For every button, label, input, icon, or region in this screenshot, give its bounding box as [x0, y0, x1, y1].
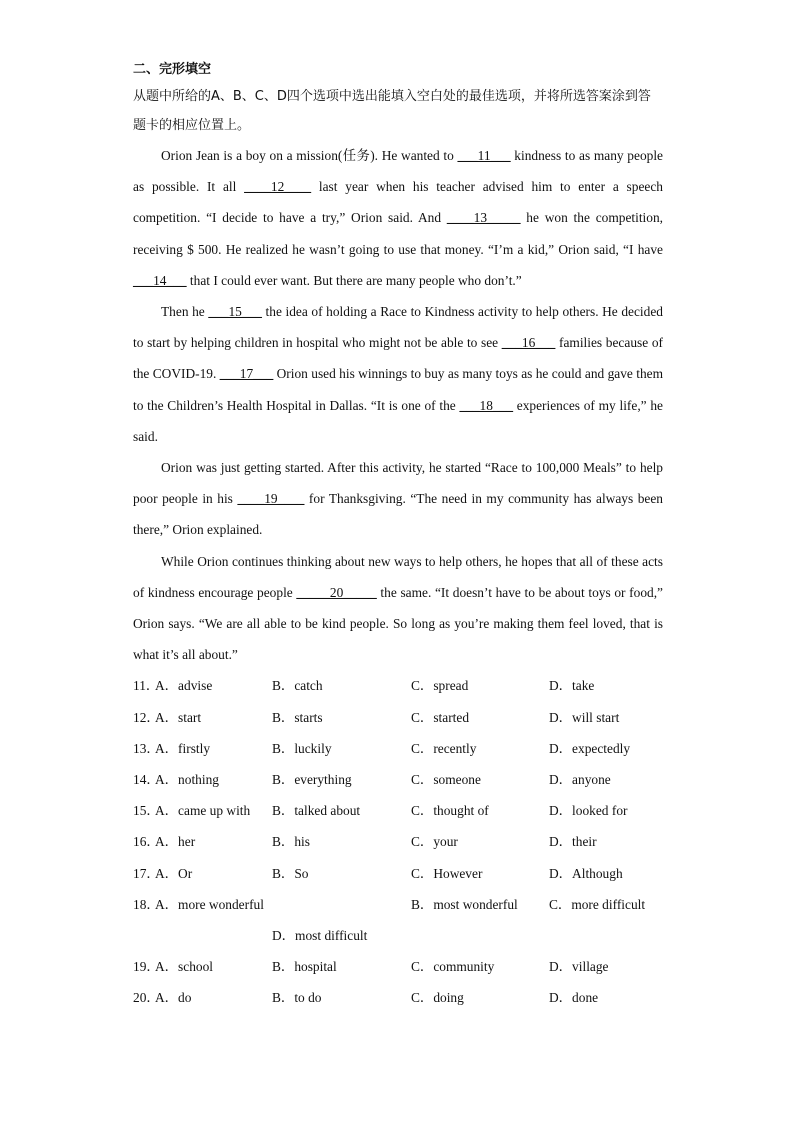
passage-text: experiences of my life,” he said. [133, 397, 663, 444]
question-number: 11． [133, 678, 160, 694]
option-c: C．spread [411, 678, 469, 694]
question-number: 15． [133, 803, 160, 819]
option-a: A．nothing [155, 772, 219, 788]
option-d: D．will start [549, 709, 620, 725]
question-row-17 [133, 858, 663, 889]
blank-15: ___15___ [208, 304, 262, 320]
option-a: A．her [155, 834, 196, 850]
option-b: B．hospital [272, 959, 337, 975]
question-number: 16． [133, 834, 160, 850]
passage-text: Then he [161, 304, 209, 320]
option-b: B．to do [272, 990, 322, 1006]
option-b: B．his [272, 834, 310, 850]
option-b: B．talked about [272, 803, 361, 819]
option-d: D．take [549, 678, 595, 694]
passage-paragraph-1 [133, 140, 663, 296]
question-row-18 [133, 889, 663, 920]
option-a: A．came up with [155, 803, 251, 819]
option-c: C．community [411, 959, 495, 975]
option-c: C．doing [411, 990, 464, 1006]
question-number: 18． [133, 896, 160, 912]
option-a: A．Or [155, 865, 193, 881]
passage-paragraph-2 [133, 296, 663, 452]
blank-20: _____20_____ [296, 584, 377, 600]
blank-16: ___16___ [501, 335, 556, 351]
question-row-13 [133, 733, 663, 764]
question-row-12 [133, 702, 663, 733]
option-d: D．their [549, 834, 597, 850]
passage-paragraph-4 [133, 546, 663, 671]
options-list [133, 670, 663, 1013]
option-b: B．most wonderful [411, 896, 518, 912]
question-row-19 [133, 951, 663, 982]
worksheet-page [133, 58, 663, 1014]
option-a: A．school [155, 959, 214, 975]
blank-11: ___11___ [457, 148, 511, 163]
option-d: D．looked for [549, 803, 628, 819]
option-b: B．catch [272, 678, 323, 694]
option-b: B．So [272, 865, 309, 881]
option-b: B．starts [272, 709, 323, 725]
option-c: C．someone [411, 772, 481, 788]
blank-14: ___14___ [133, 272, 187, 288]
question-number: 14． [133, 772, 160, 788]
passage-text: last year when his teacher advised him to enter a speech competition. “I decide to have a try,” Orion said. And [133, 179, 663, 226]
blank-17: ___17___ [219, 366, 274, 382]
passage-text: Orion Jean is a boy on a mission(任务). He wanted to [161, 148, 458, 163]
option-c: C．recently [411, 740, 477, 756]
passage-text: he won the competition, receiving $ 500. He realized he wasn’t going to use that money. “I’m a kid,” Orion said, “I have [133, 210, 664, 257]
instruction-text: 从题中所给的A、B、C、D四个选项中选出能填入空白处的最佳选项，并将所选答案涂到答题卡的相应位置上。 [133, 89, 651, 133]
question-row-18-continued [133, 920, 663, 951]
option-d: D．Although [549, 865, 623, 881]
option-d: D．expectedly [549, 740, 631, 756]
option-c: C．started [411, 709, 470, 725]
blank-12: ____12____ [244, 179, 312, 195]
option-d: D．anyone [549, 772, 611, 788]
option-c: C．However [411, 865, 483, 881]
question-row-14 [133, 764, 663, 795]
question-row-16 [133, 826, 663, 857]
question-row-15 [133, 795, 663, 826]
passage-text: that I could ever want. But there are many people who don’t.” [186, 272, 522, 288]
option-a: A．do [155, 990, 192, 1006]
question-number: 19． [133, 959, 160, 975]
option-d: D．village [549, 959, 609, 975]
passage-text: Orion used his winnings to buy as many toys as he could and gave them to the Children’s Health Hospital in Dallas. “It is one of the [133, 366, 663, 413]
option-b: B．everything [272, 772, 352, 788]
question-number: 20． [133, 990, 160, 1006]
question-number: 17． [133, 865, 160, 881]
passage-text: Orion was just getting started. After this activity, he started “Race to 100,000 Meals” to help poor people in his [133, 460, 663, 507]
blank-18: ___18___ [459, 397, 514, 413]
passage-text: kindness to as many people as possible. It all [133, 148, 663, 195]
option-a: A．advise [155, 678, 213, 694]
option-c: C．your [411, 834, 458, 850]
blank-19: ____19____ [237, 491, 305, 507]
option-c: C．thought of [411, 803, 489, 819]
passage-text: for Thanksgiving. “The need in my community has always been there,” Orion explained. [133, 491, 663, 538]
option-c: C．more difficult [549, 896, 646, 912]
question-number: 12． [133, 709, 160, 725]
section-title: 二、完形填空 [133, 62, 212, 77]
option-d: D．most difficult [272, 927, 368, 943]
passage-text: the idea of holding a Race to Kindness activity to help others. He decided to start by helping children in hospital who might not be able to see [133, 304, 663, 351]
passage-text: the same. “It doesn’t have to be about toys or food,” Orion says. “We are all able to be kind people. So long as you’re making them feel loved, that is what it’s all about.” [133, 584, 663, 663]
question-number: 13． [133, 740, 160, 756]
question-row-11 [133, 670, 663, 701]
option-a: A．start [155, 709, 202, 725]
passage-text: families because of the COVID-19. [133, 335, 663, 382]
option-a: A．more wonderful [155, 896, 264, 912]
option-d: D．done [549, 990, 599, 1006]
question-row-20 [133, 982, 663, 1013]
passage-text: While Orion continues thinking about new ways to help others, he hopes that all of these acts of kindness encourage people [133, 553, 663, 600]
option-b: B．luckily [272, 740, 332, 756]
passage-paragraph-3 [133, 452, 663, 546]
option-a: A．firstly [155, 740, 211, 756]
blank-13: ____13_____ [446, 210, 521, 226]
